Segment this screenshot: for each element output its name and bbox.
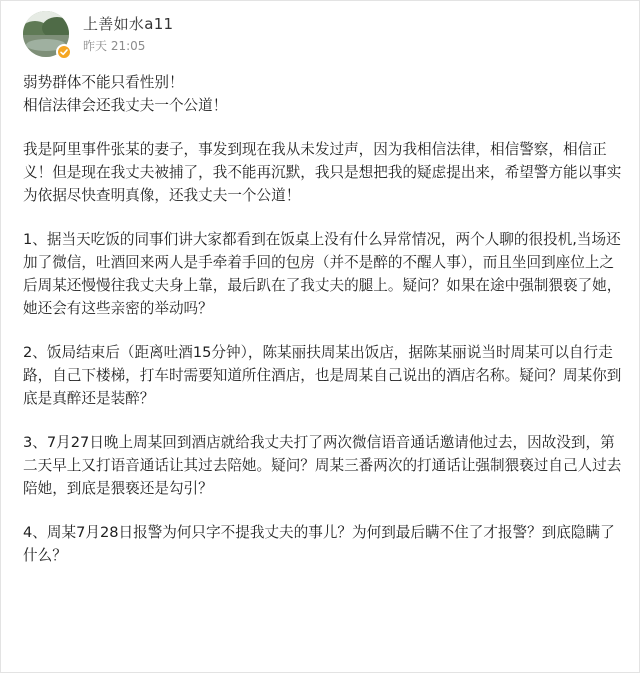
post-paragraph-3: 3、7月27日晚上周某回到酒店就给我丈夫打了两次微信语音通话邀请他过去，因故没到，第二天早上又打语音通话让其过去陪她。疑问？周某三番两次的打通话让强制猥亵过自己人过去陪她，到底是猥亵还是勾引？	[23, 434, 622, 497]
post-paragraph-1: 1、据当天吃饭的同事们讲大家都看到在饭桌上没有什么异常情况，两个人聊的很投机,当场还加了微信，吐酒回来两人是手牵着手回的包房（并不是醉的不醒人事），而且坐回到座位上之后周某还慢慢往我丈夫身上靠，最后趴在了我丈夫的腿上。疑问？如果在途中强制猥亵了她，她还会有这些亲密的举动吗？	[23, 231, 622, 317]
verified-badge-icon	[56, 44, 72, 60]
user-meta	[83, 11, 173, 53]
post-header	[23, 11, 173, 61]
post-paragraph-2: 2、饭局结束后（距离吐酒15分钟），陈某丽扶周某出饭店，据陈某丽说当时周某可以自行走路，自己下楼梯，打车时需要知道所住酒店，也是周某自己说出的酒店名称。疑问？周某你到底是真醉还是装醉？	[23, 344, 622, 407]
username[interactable]: 上善如水a11	[83, 15, 174, 33]
post-paragraph-intro: 我是阿里事件张某的妻子，事发到现在我从未发过声，因为我相信法律，相信警察，相信正义！但是现在我丈夫被捕了，我不能再沉默，我只是想把我的疑虑提出来，希望警方能以事实为依据尽快查明真像，还我丈夫一个公道！	[23, 141, 622, 204]
post-time[interactable]: 昨天 21:05	[83, 39, 146, 53]
post-body	[23, 71, 627, 567]
avatar[interactable]	[23, 11, 69, 57]
post-headline: 弱势群体不能只看性别！ 相信法律会还我丈夫一个公道！	[23, 74, 228, 114]
post-paragraph-4: 4、周某7月28日报警为何只字不提我丈夫的事儿？为何到最后瞒不住了才报警？到底隐瞒了什么？	[23, 524, 615, 564]
